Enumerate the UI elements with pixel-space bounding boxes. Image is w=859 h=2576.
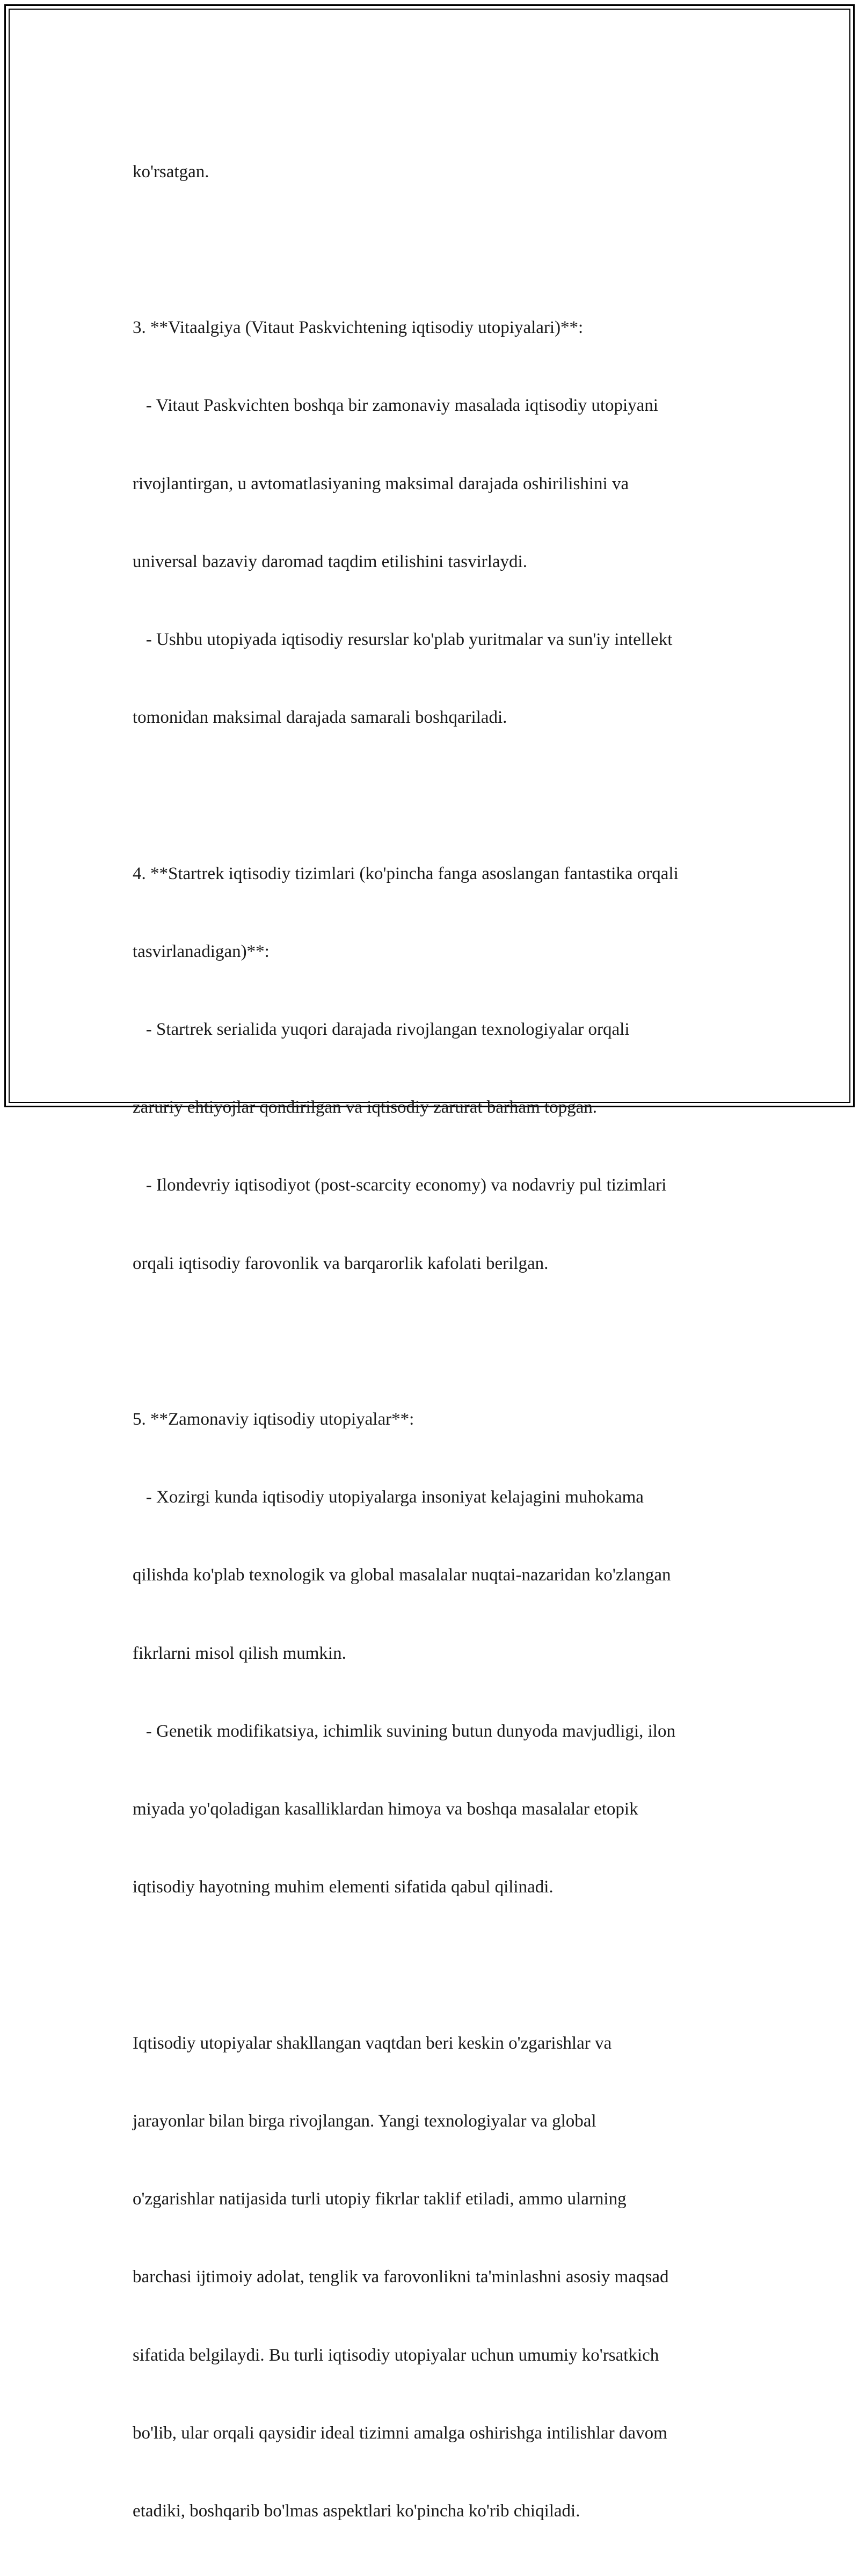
text-line: zaruriy ehtiyojlar qondirilgan va iqtisodiy zarurat barham topgan. [133,1098,598,1118]
page-frame [4,4,855,2521]
text-line: orqali iqtisodiy farovonlik va barqarorlik kafolati berilgan. [133,1253,549,1273]
text-line [133,782,777,808]
text-line: - Genetik modifikatsiya, ichimlik suvining butun dunyoda mavjudligi, ilon [133,1721,675,1741]
text-line: - Startrek serialida yuqori darajada rivojlangan texnologiyalar orqali [133,1020,630,1040]
document-text [133,107,777,2576]
text-line: 5. **Zamonaviy iqtisodiy utopiyalar**: [133,1410,414,1430]
text-line: sifatida belgilaydi. Bu turli iqtisodiy utopiyalar uchun umumiy ko'rsatkich [133,2345,659,2365]
text-line [133,1952,777,1978]
text-line: tasvirlanadigan)**: [133,941,270,961]
text-line: Iqtisodiy utopiyalar shakllangan vaqtdan beri keskin o'zgarishlar va [133,2033,612,2053]
text-line: fikrlarni misol qilish mumkin. [133,1643,346,1663]
text-line [133,237,777,263]
text-line: etadiki, boshqarib bo'lmas aspektlari ko'pincha ko'rib chiqiladi. [133,2501,580,2521]
text-line: universal bazaviy daromad taqdim etilishini tasvirlaydi. [133,552,527,571]
text-line: 3. **Vitaalgiya (Vitaut Paskvichtening iqtisodiy utopiyalari)**: [133,318,584,338]
text-line: - Xozirgi kunda iqtisodiy utopiyalarga insoniyat kelajagini muhokama [133,1487,644,1507]
text-line: - Ilondevriy iqtisodiyot (post-scarcity economy) va nodavriy pul tizimlari [133,1175,667,1195]
text-line: ko'rsatgan. [133,162,209,182]
text-line: tomonidan maksimal darajada samarali boshqariladi. [133,708,507,728]
text-line: iqtisodiy hayotning muhim elementi sifatida qabul qilinadi. [133,1877,554,1897]
text-line: o'zgarishlar natijasida turli utopiy fikrlar taklif etiladi, ammo ularning [133,2189,627,2209]
text-line: bo'lib, ular orqali qaysidir ideal tizimni amalga oshirishga intilishlar davom [133,2423,667,2443]
text-line: jarayonlar bilan birga rivojlangan. Yangi texnologiyalar va global [133,2111,596,2131]
text-line: rivojlantirgan, u avtomatlasiyaning maksimal darajada oshirilishini va [133,474,629,494]
text-line: miyada yo'qoladigan kasalliklardan himoya va boshqa masalalar etopik [133,1799,638,1819]
text-line: barchasi ijtimoiy adolat, tenglik va farovonlikni ta'minlashni asosiy maqsad [133,2267,669,2287]
text-line: qilishda ko'plab texnologik va global masalalar nuqtai-nazaridan ko'zlangan [133,1565,671,1585]
text-line: - Ushbu utopiyada iqtisodiy resurslar ko'plab yuritmalar va sun'iy intellekt [133,630,673,650]
text-line: 4. **Startrek iqtisodiy tizimlari (ko'pincha fanga asoslangan fantastika orqali [133,863,679,883]
text-line: - Vitaut Paskvichten boshqa bir zamonaviy masalada iqtisodiy utopiyani [133,396,658,416]
text-line [133,1329,777,1354]
